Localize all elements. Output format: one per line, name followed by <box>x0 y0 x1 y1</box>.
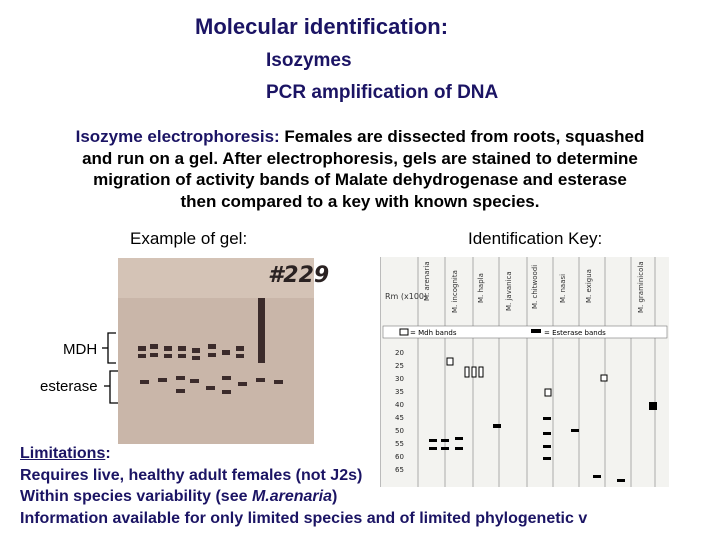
slide-title: Molecular identification: <box>195 14 449 39</box>
species-label-8: M. graminicola <box>637 261 645 313</box>
rm-tick-40: 40 <box>395 401 404 409</box>
species-label-6: M. naasi <box>559 273 567 303</box>
rm-tick-30: 30 <box>395 375 404 383</box>
species-label-7: M. exigua <box>585 269 593 303</box>
limitations-heading: Limitations <box>20 445 106 462</box>
legend-esterase: = Esterase bands <box>544 329 606 337</box>
intro-line-2: and run on a gel. After electrophoresis, gels are stained to determine <box>82 148 638 168</box>
limitations <box>20 443 587 529</box>
gel-photo <box>118 258 330 444</box>
rm-tick-35: 35 <box>395 388 404 396</box>
rm-tick-60: 60 <box>395 453 404 461</box>
rm-tick-50: 50 <box>395 427 404 435</box>
intro-line-1: Females are dissected from roots, squashed <box>284 127 645 146</box>
species-label-1: M. arenaria <box>423 261 431 301</box>
mdh-label: MDH <box>63 341 98 358</box>
rm-tick-25: 25 <box>395 362 404 370</box>
key-axis-label: Rm (x100) <box>385 292 428 301</box>
species-label-5: M. chitwoodi <box>531 264 539 309</box>
rm-tick-20: 20 <box>395 349 404 357</box>
limitations-heading-line: Limitations: <box>20 445 111 462</box>
limitation-1: Requires live, healthy adult females (not J2s) <box>20 466 363 484</box>
legend-mdh: = Mdh bands <box>410 329 457 337</box>
limitation-2-species: M.arenaria <box>251 488 332 505</box>
rm-tick-45: 45 <box>395 414 404 422</box>
method-pcr: PCR amplification of DNA <box>266 82 499 103</box>
limitation-2-before: Within species variability (see <box>20 488 252 505</box>
key-caption: Identification Key: <box>468 229 603 248</box>
rm-tick-65: 65 <box>395 466 404 474</box>
species-label-3: M. hapla <box>477 273 485 303</box>
intro-paragraph <box>8 126 712 212</box>
gel-caption: Example of gel: <box>130 229 248 248</box>
gel-photo-graphic <box>118 258 330 444</box>
esterase-label: esterase <box>40 378 98 395</box>
method-isozymes: Isozymes <box>266 50 352 71</box>
intro-line-4: then compared to a key with known species. <box>180 191 540 211</box>
intro-lead: Isozyme electrophoresis: <box>75 127 280 146</box>
gel-sample-label: #229 <box>268 263 330 288</box>
rm-tick-55: 55 <box>395 440 404 448</box>
intro-line-3: migration of activity bands of Malate dehydrogenase and esterase <box>93 170 627 189</box>
species-label-4: M. javanica <box>505 271 513 311</box>
limitation-3: Information available for only limited species and of limited phylogenetic v <box>20 509 588 527</box>
band-brackets <box>100 328 122 408</box>
species-label-2: M. incognita <box>451 270 459 313</box>
limitation-2-after: ) <box>332 488 338 505</box>
limitation-2 <box>20 486 587 508</box>
